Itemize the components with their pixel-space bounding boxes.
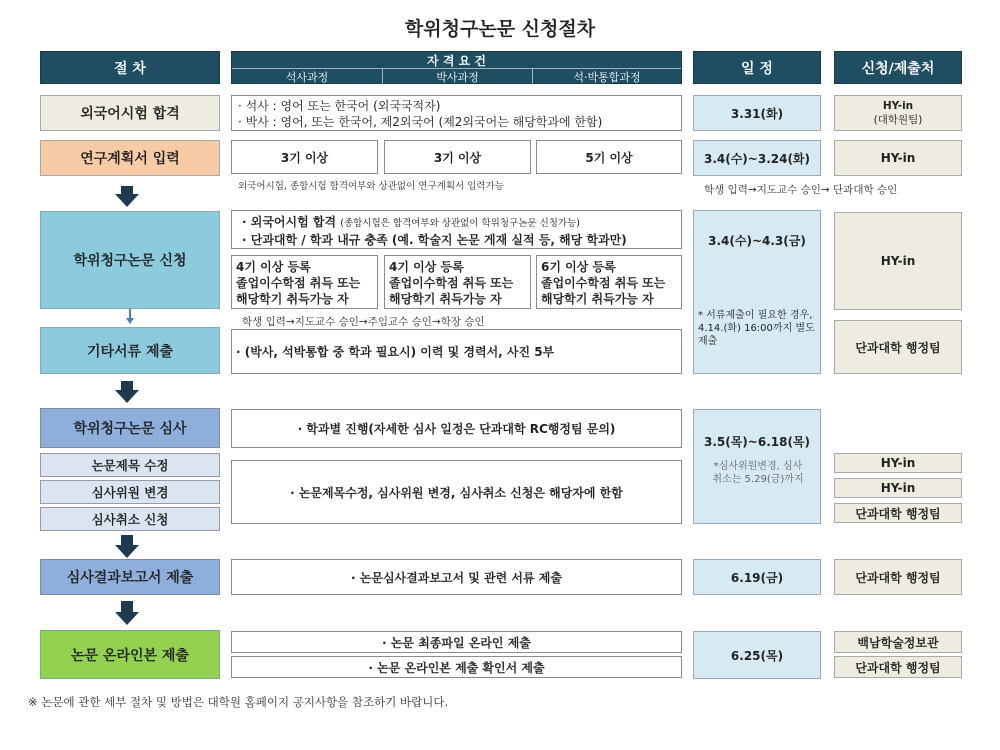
step-thesis-review: 학위청구논문 심사 [40,408,220,448]
foreign-line-master: · 석사 : 영어 또는 한국어 (외국국적자) [238,99,441,113]
apply-master [231,255,378,309]
header-submit: 신청/제출처 [834,51,962,84]
docs-destination: 단과대학 행정팀 [834,320,962,374]
apply-schedule: 3.4(수)~4.3(금) [708,233,806,248]
flow-arrow-1-shaft [121,186,133,194]
plan-schedule: 3.4(수)~3.24(화) [693,140,821,176]
changes-dest-2: HY-in [834,478,962,498]
online-dest-2: 단과대학 행정팀 [834,656,962,678]
plan-integrated: 5기 이상 [536,140,682,174]
apply-approval-note: 학생 입력→지도교수 승인→주임교수 승인→학장 승인 [242,316,485,328]
apply-master-l1: 4기 이상 등록 [236,260,311,274]
apply-schedule-box [693,210,821,374]
apply-destination: HY-in [834,212,962,310]
header-requirements: 자 격 요 건 [427,53,486,68]
plan-doctor: 3기 이상 [384,140,531,174]
apply-schedule-note: * 서류제출이 필요한 경우, 4.14.(화) 16:00까지 별도제출 [698,310,815,347]
review-line: · 학과별 진행(자세한 심사 일정은 단과대학 RC행정팀 문의) [231,409,682,448]
apply-integrated-l3: 해당학기 취득가능 자 [541,292,654,306]
apply-line1 [232,214,681,232]
apply-line1-main: · 외국어시험 합격 [242,215,337,229]
apply-doctor [384,255,531,309]
step-title-change: 논문제목 수정 [40,453,220,477]
foreign-destination [834,95,962,131]
apply-doctor-l3: 해당학기 취득가능 자 [389,292,502,306]
footer-note: ※ 논문에 관한 세부 절차 및 방법은 대학원 홈페이지 공지사항을 참조하기 바랍니다. [28,695,449,709]
flow-arrow-small-head [126,318,134,324]
foreign-schedule: 3.31(화) [693,95,821,131]
online-line1: · 논문 최종파일 온라인 제출 [231,631,682,653]
apply-common-requirements [231,210,682,249]
apply-line1-small: (종합시험은 합격여부와 상관없이 학위청구논문 신청가능) [340,218,580,229]
flow-arrow-2-head [115,390,139,403]
header-schedule: 일 정 [693,51,821,84]
apply-doctor-l2: 졸업이수학점 취득 또는 [389,276,514,290]
foreign-requirements [231,95,682,131]
docs-line: · (박사, 석박통합 중 학과 필요시) 이력 및 경력서, 사진 5부 [231,329,682,374]
page-title: 학위청구논문 신청절차 [404,18,596,40]
online-line2: · 논문 온라인본 제출 확인서 제출 [231,656,682,678]
report-schedule: 6.19(금) [693,559,821,595]
header-requirements-group [231,51,682,84]
plan-note: 외국어시험, 종합시험 합격여부와 상관없이 연구계획서 입력가능 [238,181,504,192]
changes-line: · 논문제목수정, 심사위원 변경, 심사취소 신청은 해당자에 한함 [231,460,682,524]
apply-line2: · 단과대학 / 학과 내규 충족 (예. 학술지 논문 게재 실적 등, 해당 학과만) [242,233,627,247]
step-foreign-language: 외국어시험 합격 [40,95,220,131]
review-schedule-box [693,409,821,524]
online-schedule: 6.25(목) [693,631,821,679]
step-research-plan: 연구계획서 입력 [40,140,220,176]
header-step: 절 차 [40,51,220,84]
flow-arrow-2-shaft [121,381,133,390]
apply-master-l2: 졸업이수학점 취득 또는 [236,276,361,290]
apply-integrated-l2: 졸업이수학점 취득 또는 [541,276,666,290]
header-req-master: 석사과정 [285,70,329,84]
flow-arrow-3-head [115,545,139,558]
foreign-line-doctor: · 박사 : 영어, 또는 한국어, 제2외국어 (제2외국어는 해당학과에 한함) [238,115,603,129]
apply-doctor-l1: 4기 이상 등록 [389,260,464,274]
apply-integrated-l1: 6기 이상 등록 [541,260,616,274]
step-thesis-application: 학위청구논문 신청 [40,211,220,309]
apply-master-l3: 해당학기 취득가능 자 [236,292,349,306]
plan-destination: HY-in [834,140,962,176]
step-review-report: 심사결과보고서 제출 [40,559,220,595]
header-req-integrated: 석·박통합과정 [532,69,681,84]
step-review-cancel: 심사취소 신청 [40,507,220,531]
review-schedule-note: *심사위원변경, 심사취소는 5.29(금)까지 [712,461,804,485]
plan-master: 3기 이상 [231,140,378,174]
step-other-documents: 기타서류 제출 [40,327,220,374]
step-committee-change: 심사위원 변경 [40,480,220,504]
flow-arrow-3-shaft [121,535,133,545]
apply-integrated [536,255,682,309]
step-online-submission: 논문 온라인본 제출 [40,630,220,679]
foreign-dest-line1: HY-in [882,99,914,112]
review-schedule: 3.5(목)~6.18(목) [703,434,811,449]
changes-dest-1: HY-in [834,453,962,473]
plan-schedule-note: 학생 입력→지도교수 승인→ 단과대학 승인 [704,184,898,196]
report-destination: 단과대학 행정팀 [834,559,962,595]
flow-arrow-4-shaft [121,601,133,612]
foreign-dest-line2: (대학원팀) [873,113,923,126]
report-line: · 논문심사결과보고서 및 관련 서류 제출 [231,559,682,595]
header-req-doctor: 박사과정 [382,69,532,84]
online-dest-1: 백남학술정보관 [834,631,962,653]
flow-arrow-1-head [115,194,139,207]
flow-arrow-4-head [115,612,139,625]
changes-dest-3: 단과대학 행정팀 [834,503,962,523]
